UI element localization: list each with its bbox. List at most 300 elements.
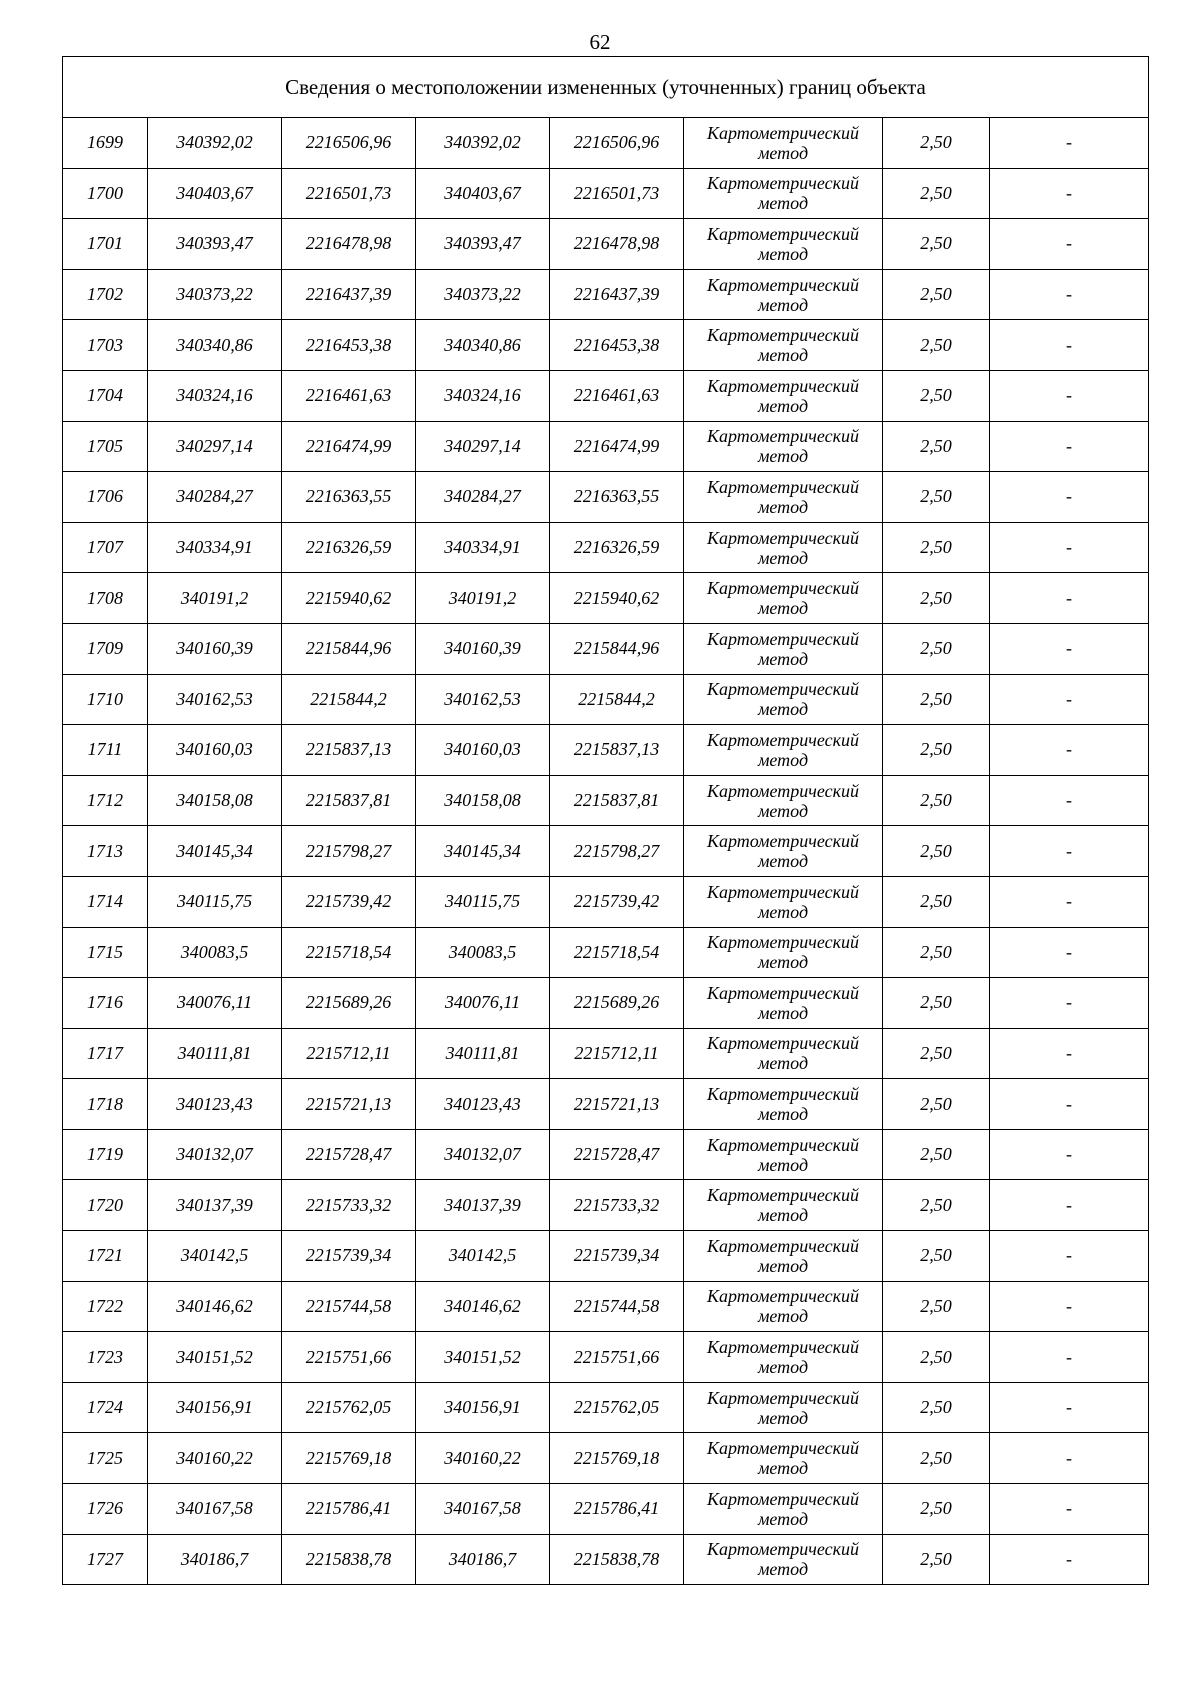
existing-x-cell: 340186,7: [148, 1534, 282, 1585]
accuracy-cell: 2,50: [883, 1534, 990, 1585]
accuracy-cell: 2,50: [883, 674, 990, 725]
method-cell: [684, 370, 883, 421]
table-row: [63, 522, 1149, 573]
accuracy-cell: 2,50: [883, 1382, 990, 1433]
method-line-1: Картометрический: [706, 325, 859, 346]
refined-x-cell: 340123,43: [416, 1079, 550, 1130]
existing-y-cell: 2215838,78: [282, 1534, 416, 1585]
method-cell: [684, 320, 883, 371]
refined-y-cell: 2215786,41: [550, 1484, 684, 1535]
existing-x-cell: 340392,02: [148, 118, 282, 169]
existing-y-cell: 2215940,62: [282, 573, 416, 624]
point-number-cell: 1710: [63, 674, 148, 725]
method-line-2: метод: [757, 243, 809, 264]
method-line-1: Картометрический: [706, 1539, 859, 1560]
note-cell: -: [990, 623, 1149, 674]
method-line-1: Картометрический: [706, 223, 859, 244]
table-row: [63, 1484, 1149, 1535]
method-line-2: метод: [757, 1559, 809, 1580]
refined-y-cell: 2215769,18: [550, 1433, 684, 1484]
note-cell: -: [990, 168, 1149, 219]
method-cell: [684, 1382, 883, 1433]
refined-x-cell: 340284,27: [416, 472, 550, 523]
method-line-2: метод: [757, 648, 809, 669]
table-row: [63, 978, 1149, 1029]
refined-x-cell: 340160,39: [416, 623, 550, 674]
accuracy-cell: 2,50: [883, 876, 990, 927]
existing-y-cell: 2215786,41: [282, 1484, 416, 1535]
refined-x-cell: 340393,47: [416, 219, 550, 270]
method-cell: [684, 1281, 883, 1332]
refined-x-cell: 340191,2: [416, 573, 550, 624]
existing-y-cell: 2215837,81: [282, 775, 416, 826]
boundary-coordinates-table: [62, 56, 1149, 1585]
point-number-cell: 1713: [63, 826, 148, 877]
existing-x-cell: 340083,5: [148, 927, 282, 978]
point-number-cell: 1699: [63, 118, 148, 169]
existing-x-cell: 340191,2: [148, 573, 282, 624]
accuracy-cell: 2,50: [883, 1281, 990, 1332]
accuracy-cell: 2,50: [883, 118, 990, 169]
method-line-2: метод: [757, 1104, 809, 1125]
existing-y-cell: 2216478,98: [282, 219, 416, 270]
table-row: [63, 1079, 1149, 1130]
note-cell: -: [990, 320, 1149, 371]
refined-x-cell: 340132,07: [416, 1129, 550, 1180]
refined-y-cell: 2215751,66: [550, 1332, 684, 1383]
accuracy-cell: 2,50: [883, 1433, 990, 1484]
accuracy-cell: 2,50: [883, 472, 990, 523]
existing-y-cell: 2215733,32: [282, 1180, 416, 1231]
method-line-2: метод: [757, 193, 809, 214]
method-line-1: Картометрический: [706, 527, 859, 548]
existing-y-cell: 2216461,63: [282, 370, 416, 421]
note-cell: -: [990, 118, 1149, 169]
method-line-2: метод: [757, 1306, 809, 1327]
note-cell: -: [990, 522, 1149, 573]
refined-x-cell: 340076,11: [416, 978, 550, 1029]
existing-y-cell: 2215712,11: [282, 1028, 416, 1079]
table-row: [63, 168, 1149, 219]
table-row: [63, 472, 1149, 523]
refined-x-cell: 340324,16: [416, 370, 550, 421]
refined-y-cell: 2215712,11: [550, 1028, 684, 1079]
note-cell: -: [990, 1484, 1149, 1535]
method-line-2: метод: [757, 142, 809, 163]
refined-y-cell: 2215689,26: [550, 978, 684, 1029]
note-cell: -: [990, 573, 1149, 624]
note-cell: -: [990, 1433, 1149, 1484]
table-row: [63, 1534, 1149, 1585]
note-cell: -: [990, 1129, 1149, 1180]
method-line-2: метод: [757, 1002, 809, 1023]
method-line-1: Картометрический: [706, 780, 859, 801]
refined-y-cell: 2216461,63: [550, 370, 684, 421]
existing-x-cell: 340160,39: [148, 623, 282, 674]
existing-x-cell: 340393,47: [148, 219, 282, 270]
method-cell: [684, 725, 883, 776]
point-number-cell: 1725: [63, 1433, 148, 1484]
method-line-2: метод: [757, 496, 809, 517]
existing-y-cell: 2216506,96: [282, 118, 416, 169]
point-number-cell: 1723: [63, 1332, 148, 1383]
page-number: 62: [589, 30, 611, 54]
method-line-1: Картометрический: [706, 1387, 859, 1408]
table-title: Сведения о местоположении измененных (уточненных) границ объекта: [63, 57, 1149, 118]
note-cell: -: [990, 1231, 1149, 1282]
method-line-1: Картометрический: [706, 1337, 859, 1358]
method-line-2: метод: [757, 800, 809, 821]
point-number-cell: 1709: [63, 623, 148, 674]
table-row: [63, 1433, 1149, 1484]
existing-x-cell: 340340,86: [148, 320, 282, 371]
method-cell: [684, 623, 883, 674]
existing-y-cell: 2216453,38: [282, 320, 416, 371]
accuracy-cell: 2,50: [883, 1129, 990, 1180]
existing-x-cell: 340160,03: [148, 725, 282, 776]
table-row: [63, 118, 1149, 169]
note-cell: -: [990, 1534, 1149, 1585]
point-number-cell: 1700: [63, 168, 148, 219]
method-cell: [684, 168, 883, 219]
refined-y-cell: 2215838,78: [550, 1534, 684, 1585]
method-line-1: Картометрический: [706, 831, 859, 852]
refined-y-cell: 2215844,96: [550, 623, 684, 674]
table-row: [63, 219, 1149, 270]
existing-x-cell: 340158,08: [148, 775, 282, 826]
existing-x-cell: 340160,22: [148, 1433, 282, 1484]
method-line-2: метод: [757, 1508, 809, 1529]
point-number-cell: 1712: [63, 775, 148, 826]
table-row: [63, 775, 1149, 826]
refined-x-cell: 340186,7: [416, 1534, 550, 1585]
point-number-cell: 1702: [63, 269, 148, 320]
point-number-cell: 1708: [63, 573, 148, 624]
method-line-2: метод: [757, 294, 809, 315]
method-cell: [684, 1129, 883, 1180]
refined-x-cell: 340151,52: [416, 1332, 550, 1383]
accuracy-cell: 2,50: [883, 725, 990, 776]
existing-y-cell: 2216501,73: [282, 168, 416, 219]
existing-x-cell: 340076,11: [148, 978, 282, 1029]
method-cell: [684, 775, 883, 826]
refined-x-cell: 340145,34: [416, 826, 550, 877]
refined-x-cell: 340083,5: [416, 927, 550, 978]
method-line-1: Картометрический: [706, 1438, 859, 1459]
existing-y-cell: 2215844,96: [282, 623, 416, 674]
existing-y-cell: 2216326,59: [282, 522, 416, 573]
refined-y-cell: 2216363,55: [550, 472, 684, 523]
existing-x-cell: 340373,22: [148, 269, 282, 320]
method-cell: [684, 219, 883, 270]
point-number-cell: 1707: [63, 522, 148, 573]
method-line-1: Картометрический: [706, 628, 859, 649]
existing-y-cell: 2215728,47: [282, 1129, 416, 1180]
method-cell: [684, 1231, 883, 1282]
note-cell: -: [990, 269, 1149, 320]
method-line-2: метод: [757, 1357, 809, 1378]
refined-x-cell: 340115,75: [416, 876, 550, 927]
note-cell: -: [990, 421, 1149, 472]
method-cell: [684, 522, 883, 573]
method-cell: [684, 1332, 883, 1383]
refined-y-cell: 2216453,38: [550, 320, 684, 371]
existing-y-cell: 2216437,39: [282, 269, 416, 320]
accuracy-cell: 2,50: [883, 927, 990, 978]
accuracy-cell: 2,50: [883, 826, 990, 877]
refined-y-cell: 2215940,62: [550, 573, 684, 624]
refined-y-cell: 2216437,39: [550, 269, 684, 320]
table-row: [63, 623, 1149, 674]
note-cell: -: [990, 725, 1149, 776]
method-line-2: метод: [757, 1458, 809, 1479]
note-cell: -: [990, 1332, 1149, 1383]
refined-y-cell: 2215728,47: [550, 1129, 684, 1180]
method-line-2: метод: [757, 446, 809, 467]
note-cell: -: [990, 1028, 1149, 1079]
existing-y-cell: 2215721,13: [282, 1079, 416, 1130]
refined-x-cell: 340340,86: [416, 320, 550, 371]
table-row: [63, 876, 1149, 927]
method-cell: [684, 421, 883, 472]
table-row: [63, 421, 1149, 472]
refined-x-cell: 340162,53: [416, 674, 550, 725]
accuracy-cell: 2,50: [883, 1484, 990, 1535]
accuracy-cell: 2,50: [883, 269, 990, 320]
table-row: [63, 674, 1149, 725]
existing-y-cell: 2215798,27: [282, 826, 416, 877]
existing-x-cell: 340123,43: [148, 1079, 282, 1130]
table-row: [63, 269, 1149, 320]
method-cell: [684, 927, 883, 978]
refined-x-cell: 340160,03: [416, 725, 550, 776]
method-line-2: метод: [757, 901, 809, 922]
point-number-cell: 1714: [63, 876, 148, 927]
refined-y-cell: 2216326,59: [550, 522, 684, 573]
existing-y-cell: 2216474,99: [282, 421, 416, 472]
existing-x-cell: 340137,39: [148, 1180, 282, 1231]
existing-y-cell: 2215739,42: [282, 876, 416, 927]
table-row: [63, 1332, 1149, 1383]
method-cell: [684, 573, 883, 624]
refined-y-cell: 2215721,13: [550, 1079, 684, 1130]
table-row: [63, 725, 1149, 776]
existing-x-cell: 340115,75: [148, 876, 282, 927]
existing-y-cell: 2215689,26: [282, 978, 416, 1029]
point-number-cell: 1718: [63, 1079, 148, 1130]
accuracy-cell: 2,50: [883, 370, 990, 421]
method-line-1: Картометрический: [706, 274, 859, 295]
refined-y-cell: 2216501,73: [550, 168, 684, 219]
method-cell: [684, 978, 883, 1029]
method-cell: [684, 1484, 883, 1535]
method-line-2: метод: [757, 1053, 809, 1074]
note-cell: -: [990, 1180, 1149, 1231]
accuracy-cell: 2,50: [883, 775, 990, 826]
existing-x-cell: 340111,81: [148, 1028, 282, 1079]
refined-x-cell: 340137,39: [416, 1180, 550, 1231]
point-number-cell: 1715: [63, 927, 148, 978]
method-line-2: метод: [757, 699, 809, 720]
method-line-2: метод: [757, 345, 809, 366]
table-row: [63, 826, 1149, 877]
note-cell: -: [990, 826, 1149, 877]
accuracy-cell: 2,50: [883, 573, 990, 624]
note-cell: -: [990, 1382, 1149, 1433]
method-line-1: Картометрический: [706, 932, 859, 953]
table-row: [63, 370, 1149, 421]
existing-y-cell: 2215837,13: [282, 725, 416, 776]
existing-y-cell: 2215739,34: [282, 1231, 416, 1282]
method-line-2: метод: [757, 1407, 809, 1428]
method-cell: [684, 118, 883, 169]
refined-y-cell: 2215739,34: [550, 1231, 684, 1282]
note-cell: -: [990, 219, 1149, 270]
note-cell: -: [990, 1079, 1149, 1130]
existing-y-cell: 2215744,58: [282, 1281, 416, 1332]
accuracy-cell: 2,50: [883, 978, 990, 1029]
refined-y-cell: 2216506,96: [550, 118, 684, 169]
accuracy-cell: 2,50: [883, 421, 990, 472]
table-row: [63, 1231, 1149, 1282]
method-cell: [684, 826, 883, 877]
method-cell: [684, 269, 883, 320]
method-cell: [684, 1028, 883, 1079]
accuracy-cell: 2,50: [883, 1231, 990, 1282]
point-number-cell: 1722: [63, 1281, 148, 1332]
method-line-1: Картометрический: [706, 1488, 859, 1509]
existing-x-cell: 340146,62: [148, 1281, 282, 1332]
method-line-1: Картометрический: [706, 375, 859, 396]
refined-y-cell: 2215762,05: [550, 1382, 684, 1433]
point-number-cell: 1701: [63, 219, 148, 270]
accuracy-cell: 2,50: [883, 1180, 990, 1231]
existing-x-cell: 340324,16: [148, 370, 282, 421]
method-line-1: Картометрический: [706, 1235, 859, 1256]
method-line-1: Картометрический: [706, 578, 859, 599]
note-cell: -: [990, 978, 1149, 1029]
existing-y-cell: 2215769,18: [282, 1433, 416, 1484]
accuracy-cell: 2,50: [883, 168, 990, 219]
table-row: [63, 1028, 1149, 1079]
existing-x-cell: 340132,07: [148, 1129, 282, 1180]
refined-y-cell: 2215798,27: [550, 826, 684, 877]
method-cell: [684, 876, 883, 927]
point-number-cell: 1716: [63, 978, 148, 1029]
refined-x-cell: 340373,22: [416, 269, 550, 320]
existing-y-cell: 2215751,66: [282, 1332, 416, 1383]
refined-x-cell: 340160,22: [416, 1433, 550, 1484]
note-cell: -: [990, 876, 1149, 927]
point-number-cell: 1727: [63, 1534, 148, 1585]
method-line-2: метод: [757, 547, 809, 568]
method-line-2: метод: [757, 851, 809, 872]
refined-x-cell: 340392,02: [416, 118, 550, 169]
note-cell: -: [990, 472, 1149, 523]
existing-y-cell: 2215762,05: [282, 1382, 416, 1433]
refined-x-cell: 340403,67: [416, 168, 550, 219]
point-number-cell: 1717: [63, 1028, 148, 1079]
note-cell: -: [990, 370, 1149, 421]
method-line-1: Картометрический: [706, 122, 859, 143]
method-line-2: метод: [757, 395, 809, 416]
existing-x-cell: 340156,91: [148, 1382, 282, 1433]
refined-y-cell: 2215718,54: [550, 927, 684, 978]
note-cell: -: [990, 1281, 1149, 1332]
refined-x-cell: 340111,81: [416, 1028, 550, 1079]
method-line-1: Картометрический: [706, 1185, 859, 1206]
method-cell: [684, 1079, 883, 1130]
refined-x-cell: 340334,91: [416, 522, 550, 573]
method-line-1: Картометрический: [706, 679, 859, 700]
refined-y-cell: 2216478,98: [550, 219, 684, 270]
refined-y-cell: 2216474,99: [550, 421, 684, 472]
point-number-cell: 1726: [63, 1484, 148, 1535]
table-row: [63, 1281, 1149, 1332]
method-line-2: метод: [757, 1154, 809, 1175]
existing-y-cell: 2215844,2: [282, 674, 416, 725]
refined-x-cell: 340146,62: [416, 1281, 550, 1332]
accuracy-cell: 2,50: [883, 320, 990, 371]
refined-x-cell: 340297,14: [416, 421, 550, 472]
refined-x-cell: 340142,5: [416, 1231, 550, 1282]
point-number-cell: 1705: [63, 421, 148, 472]
refined-y-cell: 2215837,13: [550, 725, 684, 776]
point-number-cell: 1703: [63, 320, 148, 371]
method-line-1: Картометрический: [706, 476, 859, 497]
refined-y-cell: 2215837,81: [550, 775, 684, 826]
refined-x-cell: 340158,08: [416, 775, 550, 826]
refined-y-cell: 2215739,42: [550, 876, 684, 927]
existing-x-cell: 340151,52: [148, 1332, 282, 1383]
accuracy-cell: 2,50: [883, 219, 990, 270]
method-line-1: Картометрический: [706, 1033, 859, 1054]
point-number-cell: 1724: [63, 1382, 148, 1433]
method-cell: [684, 1534, 883, 1585]
method-line-1: Картометрический: [706, 1084, 859, 1105]
refined-x-cell: 340156,91: [416, 1382, 550, 1433]
method-cell: [684, 472, 883, 523]
existing-x-cell: 340145,34: [148, 826, 282, 877]
accuracy-cell: 2,50: [883, 1079, 990, 1130]
accuracy-cell: 2,50: [883, 1332, 990, 1383]
table-row: [63, 927, 1149, 978]
refined-y-cell: 2215844,2: [550, 674, 684, 725]
existing-x-cell: 340297,14: [148, 421, 282, 472]
point-number-cell: 1719: [63, 1129, 148, 1180]
existing-x-cell: 340284,27: [148, 472, 282, 523]
note-cell: -: [990, 674, 1149, 725]
accuracy-cell: 2,50: [883, 623, 990, 674]
method-line-1: Картометрический: [706, 1286, 859, 1307]
point-number-cell: 1720: [63, 1180, 148, 1231]
note-cell: -: [990, 927, 1149, 978]
method-line-1: Картометрический: [706, 173, 859, 194]
method-line-2: метод: [757, 952, 809, 973]
table-row: [63, 1382, 1149, 1433]
table-row: [63, 320, 1149, 371]
method-line-2: метод: [757, 1205, 809, 1226]
method-cell: [684, 1180, 883, 1231]
accuracy-cell: 2,50: [883, 1028, 990, 1079]
table-row: [63, 573, 1149, 624]
table-title-row: [63, 57, 1149, 118]
existing-y-cell: 2216363,55: [282, 472, 416, 523]
existing-x-cell: 340142,5: [148, 1231, 282, 1282]
table-row: [63, 1129, 1149, 1180]
method-line-1: Картометрический: [706, 426, 859, 447]
method-line-1: Картометрический: [706, 729, 859, 750]
